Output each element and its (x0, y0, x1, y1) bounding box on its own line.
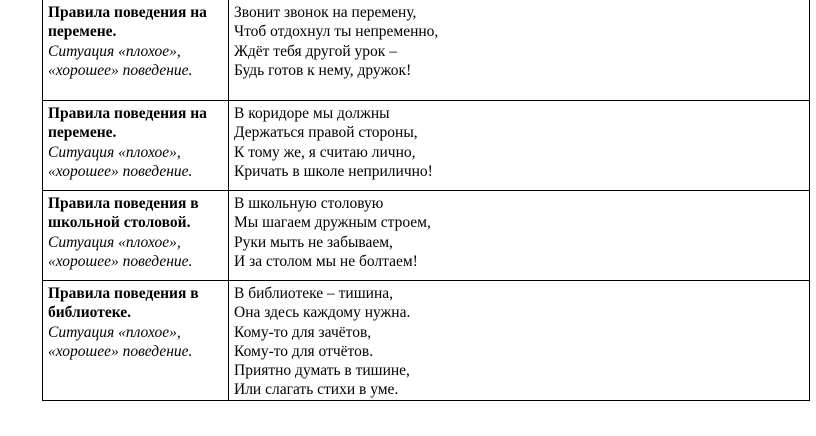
rule-title: библиотеке. (48, 304, 132, 322)
rule-title: Правила поведения в (48, 285, 199, 302)
poem-line: Приятно думать в тишине, (234, 362, 410, 380)
rules-table (42, 0, 810, 401)
rule-subtitle: «хорошее» поведение. (48, 252, 193, 270)
poem-line: Она здесь каждому нужна. (234, 304, 411, 322)
poem-cell (229, 191, 810, 281)
poem-line: В коридоре мы должны (234, 105, 390, 122)
rule-subtitle: Ситуация «плохое», (48, 42, 181, 60)
poem-line: Будь готов к нему, дружок! (234, 61, 412, 79)
rule-subtitle: «хорошее» поведение. (48, 162, 193, 180)
poem-line: Держаться правой стороны, (234, 124, 418, 142)
poem-line: Ждёт тебя другой урок – (234, 42, 397, 60)
poem-cell (229, 0, 810, 101)
rule-subtitle: «хорошее» поведение. (48, 61, 193, 79)
rule-title: перемене. (48, 23, 117, 41)
poem-line: Кричать в школе неприлично! (234, 162, 433, 180)
rule-title: школьной столовой. (48, 214, 191, 232)
rule-title: перемене. (48, 124, 117, 142)
rule-title: Правила поведения на (48, 105, 207, 122)
table-row (43, 101, 810, 191)
poem-line: Кому-то для отчётов. (234, 342, 374, 360)
poem-line: К тому же, я считаю лично, (234, 143, 416, 161)
poem-line: Чтоб отдохнул ты непременно, (234, 23, 439, 41)
poem-line: Звонит звонок на перемену, (234, 4, 417, 21)
rule-subtitle: Ситуация «плохое», (48, 143, 181, 161)
poem-line: Руки мыть не забываем, (234, 233, 393, 251)
poem-cell (229, 281, 810, 401)
rule-topic-cell (43, 0, 229, 101)
table-row (43, 191, 810, 281)
rule-topic-cell (43, 191, 229, 281)
rule-topic-cell (43, 101, 229, 191)
poem-line: Или слагать стихи в уме. (234, 381, 399, 399)
table-row (43, 281, 810, 401)
poem-line: В библиотеке – тишина, (234, 285, 393, 302)
rule-subtitle: Ситуация «плохое», (48, 323, 181, 341)
rule-title: Правила поведения на (48, 4, 207, 21)
poem-cell (229, 101, 810, 191)
table-row (43, 0, 810, 101)
rule-subtitle: «хорошее» поведение. (48, 342, 193, 360)
poem-line: Мы шагаем дружным строем, (234, 214, 431, 232)
rule-subtitle: Ситуация «плохое», (48, 233, 181, 251)
rule-topic-cell (43, 281, 229, 401)
rule-title: Правила поведения в (48, 195, 199, 212)
poem-line: Кому-то для зачётов, (234, 323, 372, 341)
poem-line: В школьную столовую (234, 195, 384, 212)
poem-line: И за столом мы не болтаем! (234, 252, 418, 270)
